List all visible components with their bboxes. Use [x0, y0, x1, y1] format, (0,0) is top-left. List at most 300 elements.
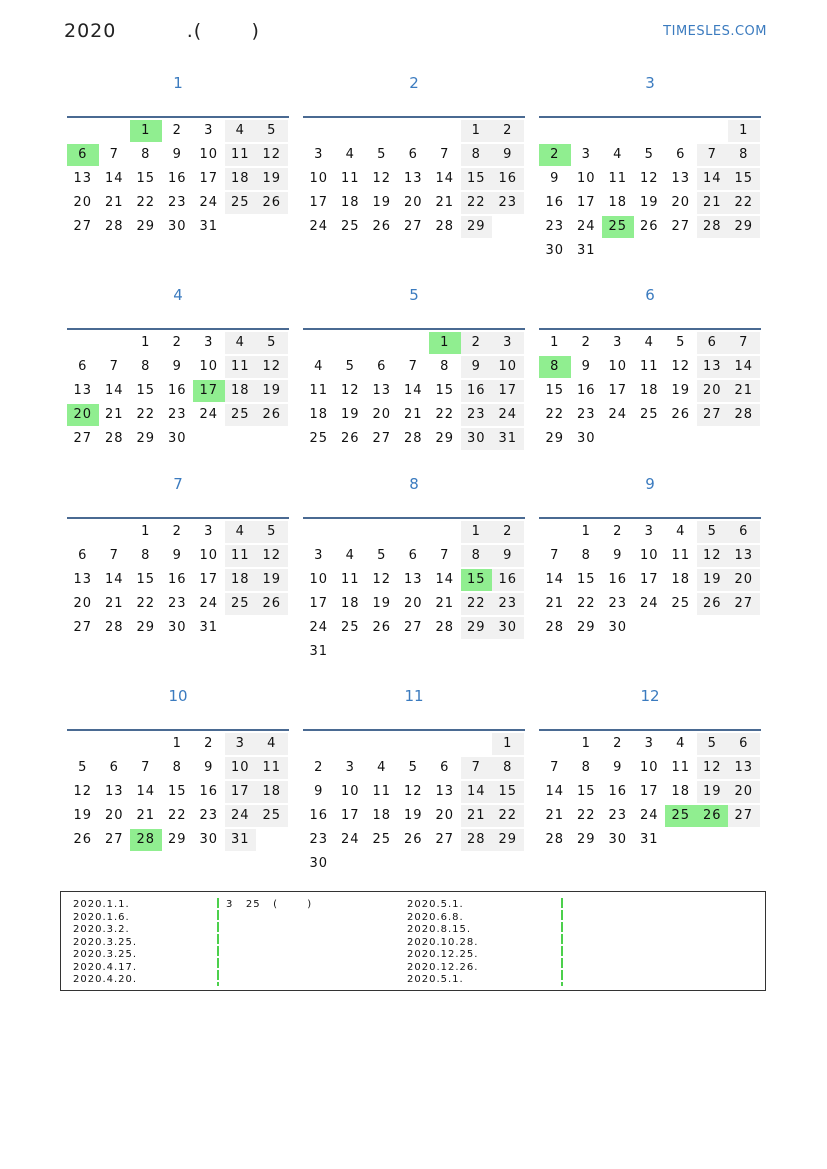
- day-cell: 15: [492, 781, 524, 803]
- day-cell: 13: [728, 757, 760, 779]
- day-cell: 8: [581, 548, 591, 563]
- day-cell: 1: [550, 335, 560, 350]
- day-cell: 8: [141, 359, 151, 374]
- day-cell: 22: [136, 195, 156, 210]
- day-cell: 28: [104, 620, 124, 635]
- day-cell: 25: [309, 431, 329, 446]
- day-cell: 14: [545, 784, 565, 799]
- month-rule: [303, 328, 525, 330]
- day-cell: 28: [461, 829, 493, 851]
- day-cell: 23: [309, 832, 329, 847]
- empty-cell: [429, 521, 461, 543]
- day-cell: 24: [639, 596, 659, 611]
- day-cell: 18: [309, 407, 329, 422]
- day-cell: 7: [697, 144, 729, 166]
- day-cell: 4: [256, 733, 288, 755]
- day-cell: 28: [403, 431, 423, 446]
- month-7: [67, 474, 289, 635]
- day-cell: 10: [340, 784, 360, 799]
- day-cell: 26: [372, 219, 392, 234]
- day-cell: 9: [172, 359, 182, 374]
- day-cell: 18: [671, 784, 691, 799]
- day-cell: 2: [461, 332, 493, 354]
- day-cell: 27: [697, 404, 729, 426]
- day-cell: 9: [581, 359, 591, 374]
- legend-line: 3 25 ( ): [226, 899, 313, 910]
- day-cell: 13: [697, 356, 729, 378]
- legend-dates-left: [73, 899, 137, 987]
- day-cell: 6: [728, 733, 760, 755]
- legend-line: 2020.1.1.: [73, 899, 130, 910]
- day-cell: 1: [141, 524, 151, 539]
- day-cell: 26: [256, 192, 288, 214]
- day-cell: 25: [671, 596, 691, 611]
- empty-cell: [130, 733, 162, 755]
- day-cell: 2: [172, 524, 182, 539]
- empty-cell: [99, 120, 131, 142]
- day-cell: 6: [697, 332, 729, 354]
- month-name: 1: [173, 74, 183, 92]
- month-name: 3: [645, 74, 655, 92]
- day-cell: 16: [309, 808, 329, 823]
- day-cell: 2: [172, 123, 182, 138]
- empty-cell: [67, 120, 99, 142]
- day-cell: 3: [644, 524, 654, 539]
- month-name: 12: [640, 687, 660, 705]
- empty-cell: [398, 120, 430, 142]
- month-days-grid: [539, 331, 760, 451]
- day-cell: 15: [167, 784, 187, 799]
- day-cell: 22: [136, 407, 156, 422]
- day-cell: 26: [256, 404, 288, 426]
- empty-cell: [539, 120, 571, 142]
- day-cell: 14: [435, 572, 455, 587]
- day-cell: 29: [576, 620, 596, 635]
- day-cell: 24: [639, 808, 659, 823]
- day-cell: 2: [613, 736, 623, 751]
- day-cell: 3: [225, 733, 257, 755]
- day-cell: 28: [545, 832, 565, 847]
- day-cell: 14: [435, 171, 455, 186]
- month-rule: [67, 729, 289, 731]
- day-cell: 28: [697, 216, 729, 238]
- day-cell: 13: [73, 383, 93, 398]
- day-cell: 30: [576, 431, 596, 446]
- day-cell: 15: [435, 383, 455, 398]
- day-cell: 12: [73, 784, 93, 799]
- legend-dates-right: [407, 899, 478, 987]
- month-days-grid: [67, 520, 288, 640]
- day-cell: 21: [104, 596, 124, 611]
- day-cell: 9: [550, 171, 560, 186]
- day-cell: 12: [671, 359, 691, 374]
- day-cell: 22: [492, 805, 524, 827]
- day-cell: 23: [608, 808, 628, 823]
- day-cell: 18: [340, 596, 360, 611]
- day-cell: 4: [225, 120, 257, 142]
- day-cell: 30: [167, 431, 187, 446]
- day-cell: 14: [104, 572, 124, 587]
- month-days-grid: [539, 119, 760, 263]
- day-cell: 24: [199, 407, 219, 422]
- day-cell: 9: [613, 760, 623, 775]
- month-name: 5: [409, 286, 419, 304]
- day-cell: 17: [199, 171, 219, 186]
- day-cell: 12: [639, 171, 659, 186]
- month-name: 11: [404, 687, 424, 705]
- day-cell: 17: [309, 596, 329, 611]
- day-cell: 2: [492, 521, 524, 543]
- empty-cell: [398, 733, 430, 755]
- day-cell: 7: [141, 760, 151, 775]
- day-cell: 4: [225, 521, 257, 543]
- day-cell: 27: [728, 805, 760, 827]
- day-cell: 26: [697, 593, 729, 615]
- day-cell: 29: [461, 216, 493, 238]
- day-cell: 3: [613, 335, 623, 350]
- day-cell: 17: [608, 383, 628, 398]
- month-8: [303, 474, 525, 659]
- day-cell: 27: [403, 620, 423, 635]
- day-cell: 24: [340, 832, 360, 847]
- day-cell: 7: [550, 760, 560, 775]
- empty-cell: [398, 332, 430, 354]
- day-cell: 19: [256, 380, 288, 402]
- day-cell: 11: [340, 171, 360, 186]
- day-cell: 15: [728, 168, 760, 190]
- day-cell: 6: [728, 521, 760, 543]
- day-cell: 25: [256, 805, 288, 827]
- empty-cell: [99, 332, 131, 354]
- day-cell: 12: [372, 572, 392, 587]
- holiday-day-cell: 8: [539, 356, 571, 378]
- day-cell: 5: [644, 147, 654, 162]
- legend-notes-left: [226, 899, 312, 912]
- day-cell: 27: [104, 832, 124, 847]
- day-cell: 21: [435, 195, 455, 210]
- day-cell: 30: [309, 856, 329, 871]
- day-cell: 4: [377, 760, 387, 775]
- day-cell: 30: [545, 243, 565, 258]
- day-cell: 18: [225, 168, 257, 190]
- month-days-grid: [67, 331, 288, 451]
- day-cell: 29: [576, 832, 596, 847]
- day-cell: 31: [576, 243, 596, 258]
- day-cell: 23: [199, 808, 219, 823]
- day-cell: 26: [340, 431, 360, 446]
- day-cell: 25: [372, 832, 392, 847]
- day-cell: 24: [576, 219, 596, 234]
- day-cell: 30: [461, 428, 493, 450]
- empty-cell: [398, 521, 430, 543]
- day-cell: 4: [676, 736, 686, 751]
- day-cell: 30: [199, 832, 219, 847]
- month-days-grid: [539, 732, 760, 852]
- day-cell: 6: [440, 760, 450, 775]
- day-cell: 21: [697, 192, 729, 214]
- day-cell: 2: [314, 760, 324, 775]
- day-cell: 16: [167, 572, 187, 587]
- day-cell: 30: [608, 620, 628, 635]
- day-cell: 15: [136, 572, 156, 587]
- empty-cell: [335, 733, 367, 755]
- day-cell: 25: [225, 192, 257, 214]
- day-cell: 27: [73, 431, 93, 446]
- day-cell: 9: [613, 548, 623, 563]
- day-cell: 24: [309, 219, 329, 234]
- day-cell: 19: [697, 569, 729, 591]
- day-cell: 5: [256, 332, 288, 354]
- day-cell: 30: [492, 617, 524, 639]
- day-cell: 11: [225, 545, 257, 567]
- day-cell: 21: [461, 805, 493, 827]
- holiday-day-cell: 25: [602, 216, 634, 238]
- empty-cell: [335, 120, 367, 142]
- day-cell: 22: [136, 596, 156, 611]
- day-cell: 23: [608, 596, 628, 611]
- day-cell: 1: [172, 736, 182, 751]
- day-cell: 24: [199, 596, 219, 611]
- empty-cell: [697, 120, 729, 142]
- holiday-day-cell: 1: [429, 332, 461, 354]
- day-cell: 10: [576, 171, 596, 186]
- day-cell: 20: [73, 195, 93, 210]
- day-cell: 19: [73, 808, 93, 823]
- holiday-day-cell: 15: [461, 569, 493, 591]
- day-cell: 6: [676, 147, 686, 162]
- day-cell: 10: [225, 757, 257, 779]
- day-cell: 10: [608, 359, 628, 374]
- day-cell: 3: [314, 147, 324, 162]
- day-cell: 19: [256, 168, 288, 190]
- day-cell: 21: [104, 195, 124, 210]
- day-cell: 2: [492, 120, 524, 142]
- day-cell: 14: [545, 572, 565, 587]
- month-days-grid: [539, 520, 760, 640]
- day-cell: 6: [408, 548, 418, 563]
- day-cell: 9: [204, 760, 214, 775]
- day-cell: 1: [581, 736, 591, 751]
- day-cell: 5: [408, 760, 418, 775]
- month-6: [539, 285, 761, 446]
- empty-cell: [366, 733, 398, 755]
- month-days-grid: [303, 331, 524, 451]
- day-cell: 31: [492, 428, 524, 450]
- empty-cell: [429, 733, 461, 755]
- day-cell: 10: [492, 356, 524, 378]
- day-cell: 29: [545, 431, 565, 446]
- day-cell: 22: [728, 192, 760, 214]
- day-cell: 4: [676, 524, 686, 539]
- empty-cell: [67, 733, 99, 755]
- day-cell: 29: [136, 620, 156, 635]
- day-cell: 2: [613, 524, 623, 539]
- legend-line: 2020.5.1.: [407, 974, 464, 985]
- day-cell: 12: [340, 383, 360, 398]
- day-cell: 5: [377, 548, 387, 563]
- month-rule: [539, 328, 761, 330]
- empty-cell: [461, 733, 493, 755]
- day-cell: 25: [225, 404, 257, 426]
- day-cell: 16: [576, 383, 596, 398]
- day-cell: 17: [309, 195, 329, 210]
- day-cell: 17: [492, 380, 524, 402]
- day-cell: 14: [461, 781, 493, 803]
- day-cell: 26: [403, 832, 423, 847]
- legend-line: 2020.10.28.: [407, 936, 479, 948]
- day-cell: 10: [639, 548, 659, 563]
- day-cell: 18: [225, 569, 257, 591]
- day-cell: 7: [550, 548, 560, 563]
- day-cell: 26: [372, 620, 392, 635]
- brand-logo[interactable]: TIMESLES.COM: [663, 24, 767, 39]
- day-cell: 13: [728, 545, 760, 567]
- day-cell: 16: [492, 569, 524, 591]
- day-cell: 11: [671, 548, 691, 563]
- day-cell: 12: [256, 356, 288, 378]
- day-cell: 7: [109, 359, 119, 374]
- day-cell: 15: [576, 784, 596, 799]
- day-cell: 15: [461, 168, 493, 190]
- day-cell: 8: [581, 760, 591, 775]
- day-cell: 28: [435, 620, 455, 635]
- day-cell: 27: [73, 219, 93, 234]
- day-cell: 17: [639, 572, 659, 587]
- day-cell: 31: [639, 832, 659, 847]
- day-cell: 11: [340, 572, 360, 587]
- empty-cell: [303, 521, 335, 543]
- day-cell: 23: [492, 192, 524, 214]
- day-cell: 7: [728, 332, 760, 354]
- day-cell: 26: [256, 593, 288, 615]
- day-cell: 23: [167, 596, 187, 611]
- day-cell: 1: [728, 120, 760, 142]
- day-cell: 11: [225, 356, 257, 378]
- day-cell: 5: [345, 359, 355, 374]
- holiday-day-cell: 28: [130, 829, 162, 851]
- holiday-day-cell: 1: [130, 120, 162, 142]
- day-cell: 22: [576, 808, 596, 823]
- day-cell: 5: [377, 147, 387, 162]
- day-cell: 13: [435, 784, 455, 799]
- day-cell: 28: [545, 620, 565, 635]
- day-cell: 19: [639, 195, 659, 210]
- day-cell: 4: [613, 147, 623, 162]
- legend-line: 2020.4.17.: [73, 961, 138, 973]
- day-cell: 2: [204, 736, 214, 751]
- month-10: [67, 686, 289, 847]
- month-rule: [303, 729, 525, 731]
- day-cell: 23: [461, 404, 493, 426]
- empty-cell: [539, 521, 571, 543]
- empty-cell: [571, 120, 603, 142]
- month-1: [67, 73, 289, 234]
- day-cell: 16: [608, 572, 628, 587]
- day-cell: 18: [372, 808, 392, 823]
- day-cell: 22: [435, 407, 455, 422]
- day-cell: 31: [199, 219, 219, 234]
- day-cell: 9: [492, 545, 524, 567]
- empty-cell: [67, 332, 99, 354]
- day-cell: 16: [608, 784, 628, 799]
- day-cell: 1: [461, 521, 493, 543]
- day-cell: 10: [199, 147, 219, 162]
- day-cell: 4: [314, 359, 324, 374]
- day-cell: 5: [78, 760, 88, 775]
- day-cell: 16: [167, 171, 187, 186]
- day-cell: 6: [78, 548, 88, 563]
- day-cell: 7: [461, 757, 493, 779]
- day-cell: 25: [225, 593, 257, 615]
- day-cell: 20: [671, 195, 691, 210]
- day-cell: 20: [403, 195, 423, 210]
- day-cell: 17: [199, 572, 219, 587]
- day-cell: 31: [225, 829, 257, 851]
- legend-line: 2020.6.8.: [407, 911, 464, 923]
- holiday-day-cell: 20: [67, 404, 99, 426]
- day-cell: 5: [256, 120, 288, 142]
- day-cell: 5: [697, 521, 729, 543]
- empty-cell: [366, 120, 398, 142]
- month-5: [303, 285, 525, 446]
- day-cell: 26: [671, 407, 691, 422]
- day-cell: 13: [671, 171, 691, 186]
- day-cell: 3: [644, 736, 654, 751]
- month-rule: [539, 517, 761, 519]
- day-cell: 16: [167, 383, 187, 398]
- day-cell: 8: [492, 757, 524, 779]
- day-cell: 21: [435, 596, 455, 611]
- day-cell: 13: [104, 784, 124, 799]
- month-name: 9: [645, 475, 655, 493]
- empty-cell: [335, 521, 367, 543]
- day-cell: 22: [545, 407, 565, 422]
- month-days-grid: [67, 732, 288, 852]
- day-cell: 24: [199, 195, 219, 210]
- month-days-grid: [303, 119, 524, 239]
- day-cell: 6: [78, 359, 88, 374]
- day-cell: 8: [172, 760, 182, 775]
- empty-cell: [539, 733, 571, 755]
- day-cell: 23: [545, 219, 565, 234]
- empty-cell: [429, 120, 461, 142]
- day-cell: 29: [435, 431, 455, 446]
- day-cell: 28: [104, 431, 124, 446]
- day-cell: 19: [671, 383, 691, 398]
- day-cell: 6: [408, 147, 418, 162]
- day-cell: 27: [435, 832, 455, 847]
- day-cell: 11: [309, 383, 329, 398]
- day-cell: 15: [545, 383, 565, 398]
- legend-line: 2020.1.6.: [73, 911, 130, 923]
- day-cell: 9: [172, 147, 182, 162]
- day-cell: 29: [136, 431, 156, 446]
- day-cell: 11: [671, 760, 691, 775]
- day-cell: 14: [403, 383, 423, 398]
- day-cell: 9: [314, 784, 324, 799]
- day-cell: 23: [492, 593, 524, 615]
- month-rule: [67, 116, 289, 118]
- day-cell: 27: [73, 620, 93, 635]
- day-cell: 11: [372, 784, 392, 799]
- month-rule: [303, 116, 525, 118]
- day-cell: 8: [461, 144, 493, 166]
- day-cell: 22: [167, 808, 187, 823]
- day-cell: 29: [136, 219, 156, 234]
- day-cell: 9: [492, 144, 524, 166]
- day-cell: 24: [608, 407, 628, 422]
- day-cell: 26: [73, 832, 93, 847]
